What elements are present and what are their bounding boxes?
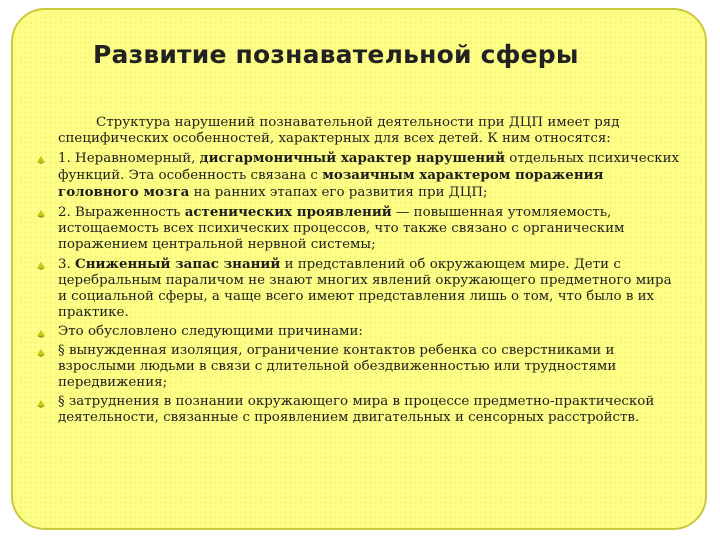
bullet-icon	[37, 400, 45, 406]
paragraph	[36, 150, 684, 201]
paragraph	[36, 115, 684, 147]
body-text: § вынужденная изоляция, ограничение контактов ребенка со сверстниками и взрослыми людьми в связи с длительной обездвиженностью или трудностями передвижения;	[58, 343, 617, 390]
bullet-icon	[37, 262, 45, 268]
paragraph	[36, 343, 684, 391]
body-text: 3.	[58, 257, 76, 272]
bullet-icon	[37, 349, 45, 355]
body-text: — повышенная утомляемость, истощаемость всех психических процессов, что также связано с органическим поражением центральной нервной системы;	[58, 205, 625, 252]
body-text: Структура нарушений познавательной деятельности при ДЦП имеет ряд специфических особенностей, характерных для всех детей. К ним относятся:	[58, 115, 620, 146]
bullet-icon	[37, 210, 45, 216]
slide-title: Развитие познавательной сферы	[93, 40, 579, 69]
emphasis-text: астенических проявлений	[184, 204, 392, 220]
emphasis-text: мозаичным характером поражения головного мозга	[58, 167, 604, 200]
slide-body	[36, 115, 684, 429]
body-text: § затруднения в познании окружающего мира в процессе предметно-практической деятельности, связанные с проявлением двигательных и сенсорных расстройств.	[58, 394, 655, 425]
emphasis-text: Сниженный запас знаний	[75, 256, 281, 272]
paragraph	[36, 204, 684, 253]
body-text: отдельных психических функций. Эта особенность связана с	[58, 151, 680, 183]
body-text: на ранних этапах его развития при ДЦП;	[189, 185, 488, 200]
body-text: Это обусловлено следующими причинами:	[58, 324, 363, 339]
bullet-icon	[37, 156, 45, 162]
body-text: 2. Выраженность	[58, 205, 185, 220]
paragraph	[36, 324, 684, 340]
body-text: и представлений об окружающем мире. Дети с церебральным параличом не знают многих явлений окружающего предметного мира и социальной сферы, а чаще всего имеют представления лишь о том, что было в их практике.	[58, 257, 672, 320]
body-text: 1. Неравномерный,	[58, 151, 200, 166]
paragraph	[36, 394, 684, 426]
emphasis-text: дисгармоничный характер нарушений	[199, 150, 506, 166]
bullet-icon	[37, 330, 45, 336]
paragraph	[36, 256, 684, 321]
